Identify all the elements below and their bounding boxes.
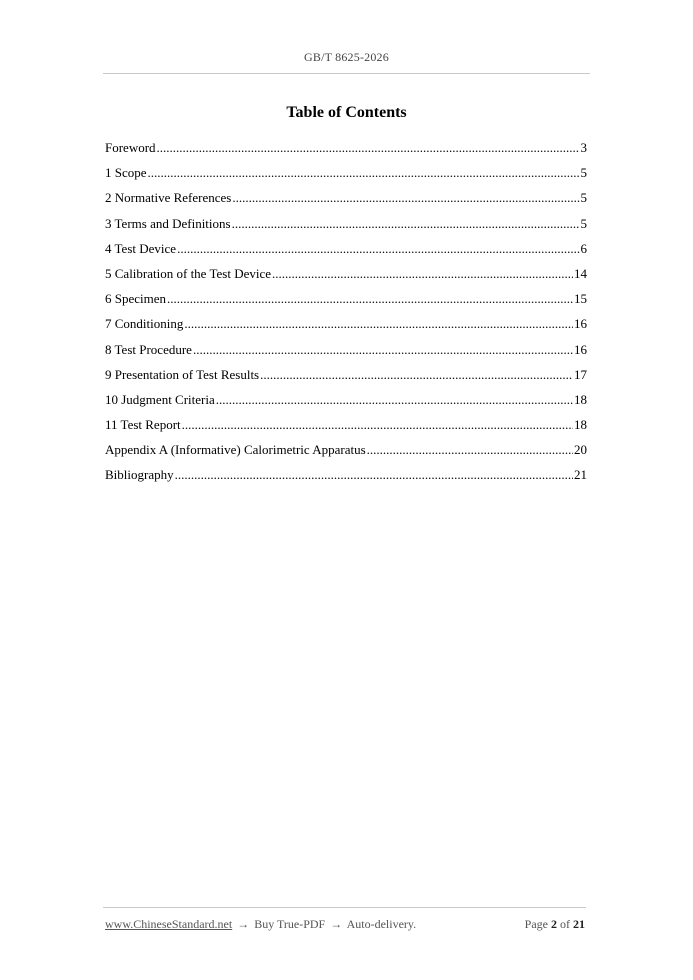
- toc-entry-label: 2 Normative References: [105, 190, 232, 206]
- site-link[interactable]: www.ChineseStandard.net: [105, 917, 233, 931]
- page-of: of: [560, 917, 570, 931]
- toc-entry-terms-definitions[interactable]: [105, 215, 587, 240]
- toc-entry-label: Foreword: [105, 140, 156, 155]
- toc-entry-page: 3: [580, 140, 587, 155]
- toc-dot-leader: [193, 341, 573, 359]
- footer-divider: [103, 907, 586, 908]
- toc-dot-leader: [177, 240, 579, 258]
- toc-dot-leader: [167, 290, 573, 308]
- header-divider: [103, 73, 590, 74]
- toc-entry-page: 18: [574, 417, 587, 433]
- toc-entry-page: 5: [580, 190, 587, 206]
- toc-entry-presentation-results[interactable]: [105, 366, 587, 391]
- toc-dot-leader: [232, 215, 580, 233]
- toc-entry-page: 5: [580, 165, 587, 181]
- page-label: Page: [524, 917, 548, 931]
- toc-entry-label: 4 Test Device: [105, 240, 177, 256]
- toc-entry-normative-references[interactable]: [105, 189, 587, 214]
- toc-dot-leader: [367, 441, 573, 459]
- toc-entry-test-procedure[interactable]: [105, 341, 587, 366]
- toc-entry-page: 21: [574, 467, 587, 483]
- toc-entry-label: 10 Judgment Criteria: [105, 391, 215, 407]
- toc-entry-foreword[interactable]: [105, 139, 587, 164]
- toc-entry-page: 20: [574, 442, 587, 458]
- page-footer: [105, 917, 585, 932]
- buy-true-pdf-text: Buy True-PDF: [254, 917, 326, 931]
- toc-dot-leader: [272, 265, 573, 283]
- toc-entry-page: 15: [574, 291, 587, 307]
- toc-entry-conditioning[interactable]: [105, 315, 587, 340]
- toc-entry-label: Appendix A (Informative) Calorimetric Apparatus: [105, 442, 366, 458]
- toc-entry-test-device[interactable]: [105, 240, 587, 265]
- toc-title: Table of Contents: [286, 104, 407, 121]
- toc-entry-bibliography[interactable]: [105, 466, 587, 491]
- toc-entry-page: 18: [574, 391, 587, 407]
- toc-entry-page: 14: [574, 265, 587, 281]
- arrow-right-icon: →: [237, 917, 250, 931]
- toc-entry-scope[interactable]: [105, 164, 587, 189]
- toc-dot-leader: [157, 139, 580, 157]
- footer-promo: [105, 917, 416, 932]
- toc-entry-label: 3 Terms and Definitions: [105, 215, 231, 231]
- toc-entry-test-report[interactable]: [105, 416, 587, 441]
- toc-entry-label: 11 Test Report: [105, 417, 181, 433]
- page-total: 21: [573, 917, 585, 931]
- toc-list: [105, 139, 587, 492]
- toc-entry-calibration[interactable]: [105, 265, 587, 290]
- toc-entry-page: 16: [574, 316, 587, 332]
- toc-entry-page: 5: [580, 215, 587, 231]
- toc-entry-page: 16: [574, 341, 587, 357]
- toc-entry-label: 1 Scope: [105, 165, 147, 181]
- running-header: GB/T 8625-2026: [304, 50, 389, 64]
- toc-entry-page: 6: [580, 240, 587, 256]
- toc-entry-appendix-a[interactable]: [105, 441, 587, 466]
- page-number: [525, 917, 585, 932]
- toc-dot-leader: [182, 416, 573, 434]
- toc-entry-label: 5 Calibration of the Test Device: [105, 265, 271, 281]
- toc-entry-label: 8 Test Procedure: [105, 341, 192, 357]
- page-current: 2: [551, 917, 557, 931]
- auto-delivery-text: Auto-delivery.: [346, 917, 417, 931]
- toc-dot-leader: [216, 391, 573, 409]
- toc-dot-leader: [148, 164, 580, 182]
- toc-entry-label: Bibliography: [105, 467, 174, 483]
- toc-dot-leader: [184, 315, 573, 333]
- toc-entry-specimen[interactable]: [105, 290, 587, 315]
- arrow-right-icon: →: [330, 917, 343, 931]
- toc-dot-leader: [232, 189, 579, 207]
- toc-entry-label: 9 Presentation of Test Results: [105, 366, 260, 382]
- toc-entry-judgment-criteria[interactable]: [105, 391, 587, 416]
- toc-dot-leader: [260, 366, 573, 384]
- toc-entry-label: 6 Specimen: [105, 291, 167, 307]
- toc-entry-page: 17: [574, 366, 587, 382]
- toc-entry-label: 7 Conditioning: [105, 316, 184, 332]
- toc-dot-leader: [175, 466, 573, 484]
